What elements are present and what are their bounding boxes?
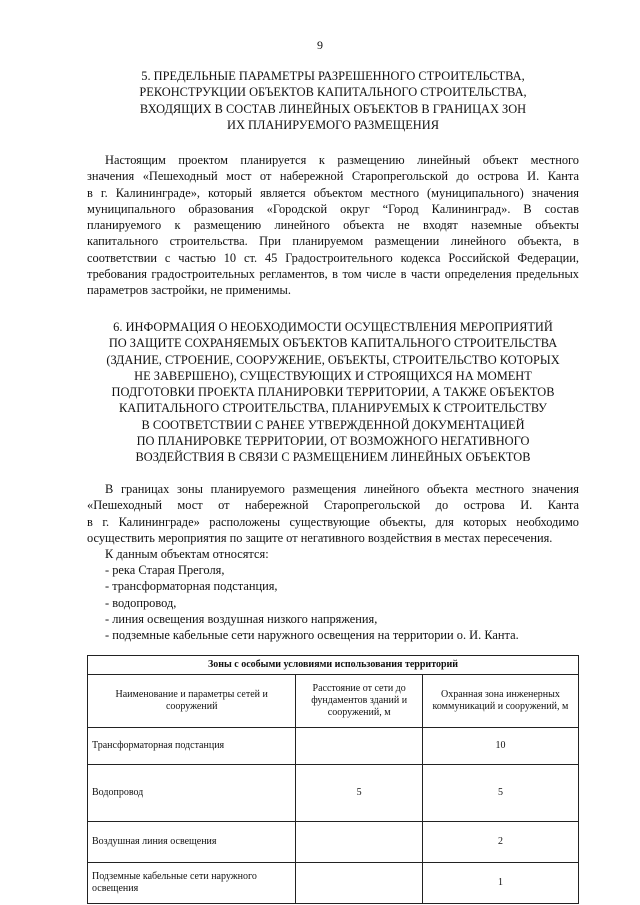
table-header-name: Наименование и параметры сетей и сооружений [88,675,296,728]
section-5-paragraph [87,152,579,299]
section-6-title-line: ВОЗДЕЙСТВИЯ В СВЯЗИ С РАЗМЕЩЕНИЕМ ЛИНЕЙНЫХ ОБЪЕКТОВ [135,450,531,465]
table-cell-distance [296,822,423,863]
table-cell-name: Воздушная линия освещения [88,822,296,863]
paragraph-line: в г. Калининграде», который является объектом местного (муниципального) значения [87,185,579,200]
table-row [88,765,579,822]
table-cell-distance [296,863,423,904]
section-6-title-line: КАПИТАЛЬНОГО СТРОИТЕЛЬСТВА, ПЛАНИРУЕМЫХ К СТРОИТЕЛЬСТВУ [119,401,547,416]
table-row [88,728,579,765]
section-6-title-line: В СООТВЕТСТВИИ С РАНЕЕ УТВЕРЖДЕННОЙ ДОКУМЕНТАЦИЕЙ [141,417,525,432]
section-5-title-line: 5. ПРЕДЕЛЬНЫЕ ПАРАМЕТРЫ РАЗРЕШЕННОГО СТРОИТЕЛЬСТВА, [141,69,525,83]
section-6-title-line: 6. ИНФОРМАЦИЯ О НЕОБХОДИМОСТИ ОСУЩЕСТВЛЕНИЯ МЕРОПРИЯТИЙ [113,320,553,334]
table-cell-protection-zone: 1 [422,863,578,904]
page-number: 9 [317,38,323,52]
section-6-title-line: НЕ ЗАВЕРШЕНО), СУЩЕСТВУЮЩИХ И СТРОЯЩИХСЯ НА МОМЕНТ [134,368,532,383]
section-6-title [87,319,579,466]
paragraph-line: Настоящим проектом планируется к размещению линейный объект местного [105,153,579,167]
section-6-title-line: (ЗДАНИЕ, СТРОЕНИЕ, СООРУЖЕНИЕ, ОБЪЕКТЫ, СТРОИТЕЛЬСТВО КОТОРЫХ [106,352,560,367]
paragraph-line: капитального строительства. При планируемом размещении линейного объекта, в [87,234,579,249]
table-row [88,822,579,863]
table-cell-protection-zone: 2 [422,822,578,863]
list-item: - водопровод, [105,595,177,610]
table-row [88,863,579,904]
section-6-title-line: ПО ПЛАНИРОВКЕ ТЕРРИТОРИИ, ОТ ВОЗМОЖНОГО НЕГАТИВНОГО [136,434,530,449]
paragraph-line: планируемого к размещению линейного объекта не входят наземные объекты [87,218,579,233]
paragraph-line: муниципального образования «Городской округ “Город Калининград». В состав [87,201,579,216]
table-header-distance: Расстояние от сети до фундаментов зданий и сооружений, м [296,675,423,728]
list-item: - река Старая Преголя, [105,563,225,577]
table-cell-name: Подземные кабельные сети наружного освещения [88,863,296,904]
section-6-title-line: ПОДГОТОВКИ ПРОЕКТА ПЛАНИРОВКИ ТЕРРИТОРИИ, А ТАКЖЕ ОБЪЕКТОВ [111,385,555,400]
table-cell-protection-zone: 10 [422,728,578,765]
paragraph-line: требования градостроительных регламентов, в том числе в части определения предельных [87,267,579,282]
list-item: - линия освещения воздушная низкого напряжения, [105,611,378,626]
section-5-title-line: РЕКОНСТРУКЦИИ ОБЪЕКТОВ КАПИТАЛЬНОГО СТРОИТЕЛЬСТВА, [139,85,527,100]
paragraph-line: соответствии с частью 10 ст. 45 Градостроительного кодекса Российской Федерации, [87,250,579,265]
paragraph-line: осуществить мероприятия по защите от негативного воздействия в местах пересечения. [87,530,553,545]
list-intro: К данным объектам относятся: [105,547,269,561]
list-item: - подземные кабельные сети наружного освещения на территории о. И. Канта. [105,628,519,643]
table-cell-distance [296,728,423,765]
table-cell-name: Трансформаторная подстанция [88,728,296,765]
section-6-paragraph [87,481,579,546]
paragraph-line: В границах зоны планируемого размещения линейного объекта местного значения [105,482,579,496]
paragraph-line: параметров застройки, не применимы. [87,283,291,298]
table-header-protection-zone: Охранная зона инженерных коммуникаций и сооружений, м [422,675,578,728]
section-5-title [87,68,579,133]
zones-table [87,655,579,904]
section-5-title-line: ИХ ПЛАНИРУЕМОГО РАЗМЕЩЕНИЯ [227,117,439,132]
section-5-title-line: ВХОДЯЩИХ В СОСТАВ ЛИНЕЙНЫХ ОБЪЕКТОВ В ГРАНИЦАХ ЗОН [139,101,527,116]
table-cell-protection-zone: 5 [422,765,578,822]
paragraph-line: «Пешеходный мост от набережной Старопрегольской до острова И. Канта [87,498,579,513]
paragraph-line: в г. Калининграде» расположены существующие объекты, для которых необходимо [87,514,579,529]
list-item: - трансформаторная подстанция, [105,579,278,594]
objects-list [87,562,597,643]
table-caption: Зоны с особыми условиями использования территорий [88,656,579,675]
section-6-title-line: ПО ЗАЩИТЕ СОХРАНЯЕМЫХ ОБЪЕКТОВ КАПИТАЛЬНОГО СТРОИТЕЛЬСТВА [108,336,558,351]
table-cell-name: Водопровод [88,765,296,822]
paragraph-line: значения «Пешеходный мост от набережной Старопрегольской до острова И. Канта [87,169,579,184]
table-cell-distance: 5 [296,765,423,822]
